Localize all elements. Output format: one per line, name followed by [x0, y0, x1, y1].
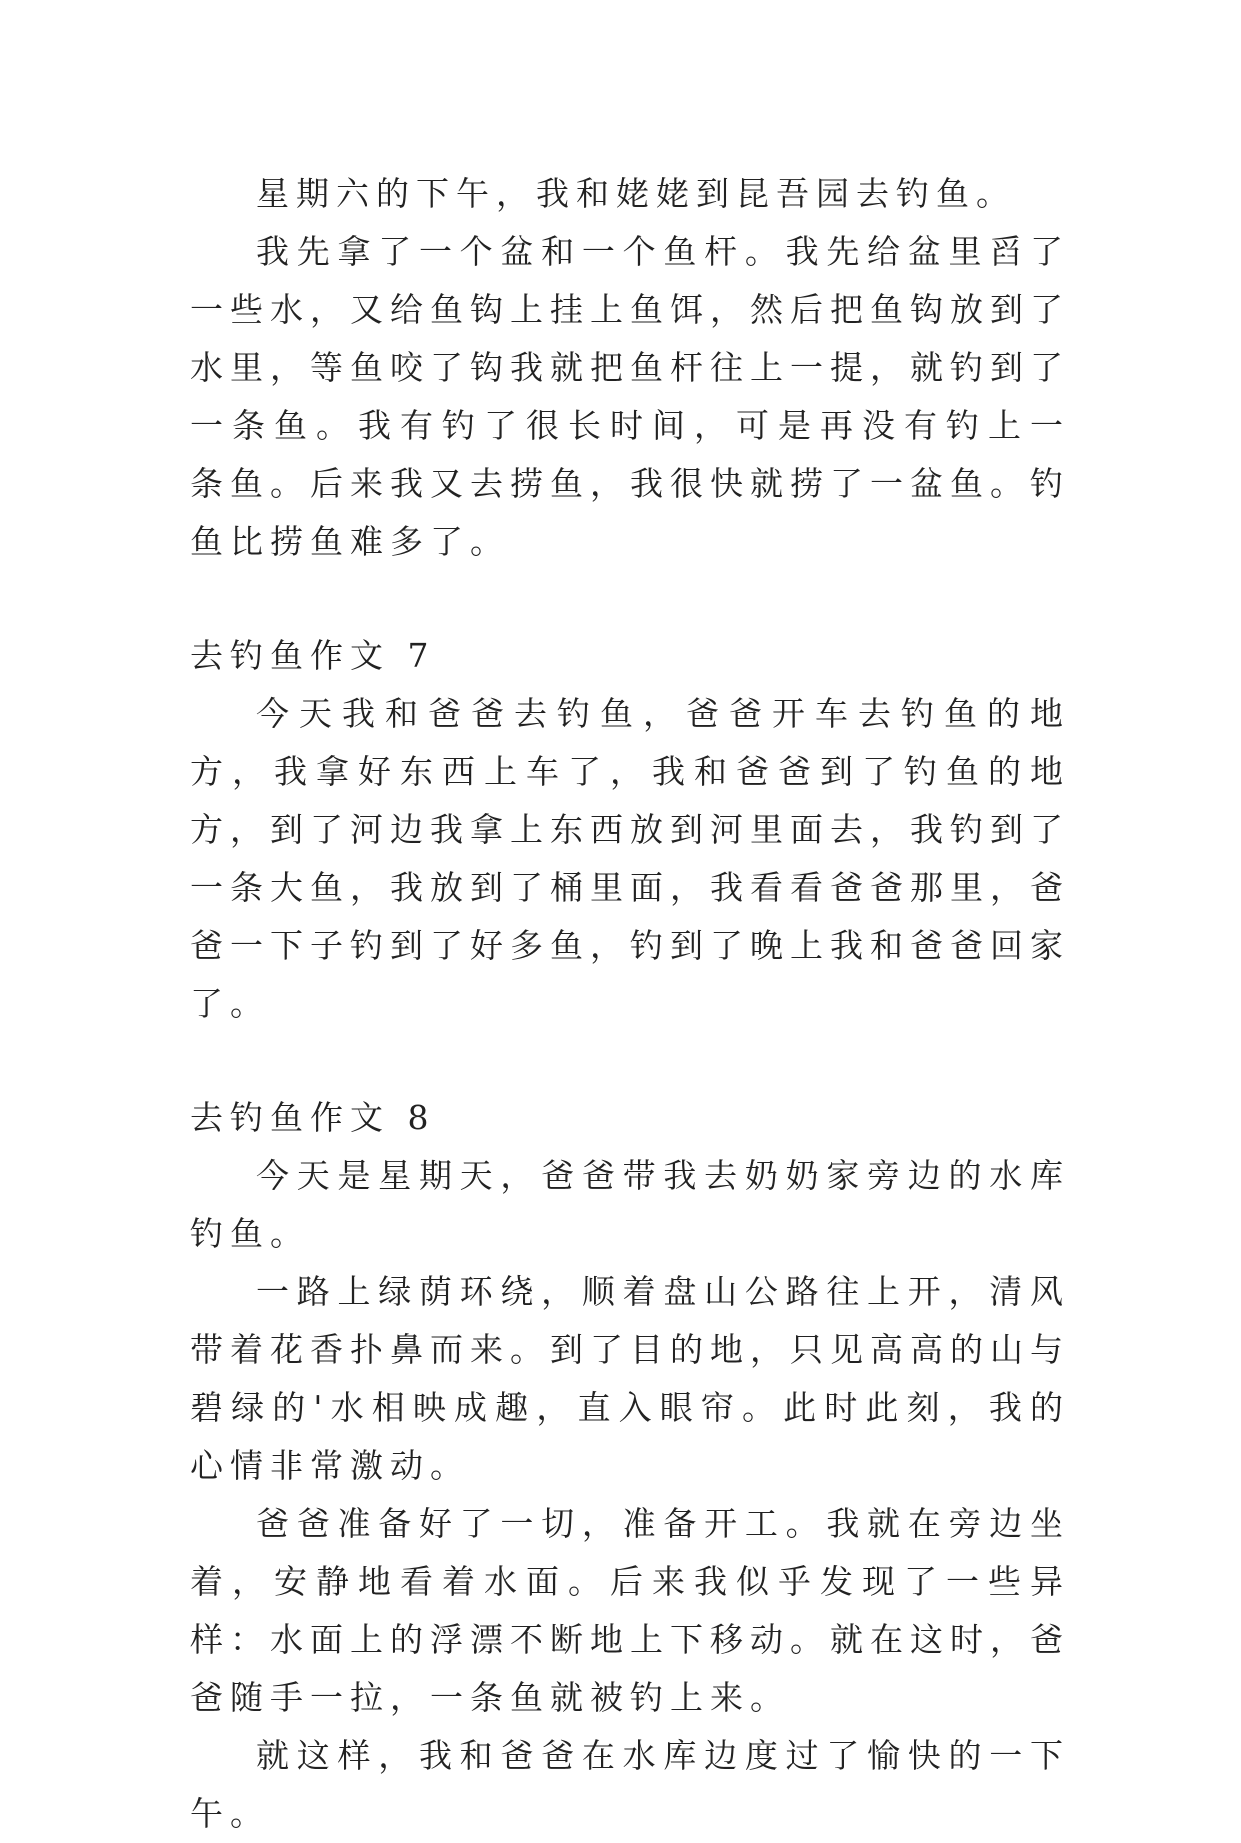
- paragraph: 今天是星期天，爸爸带我去奶奶家旁边的水库钓鱼。: [190, 1156, 1070, 1253]
- paragraph: 我先拿了一个盆和一个鱼杆。我先给盆里舀了一些水，又给鱼钩上挂上鱼饵，然后把鱼钩放到了水里，等鱼咬了钩我就把鱼杆往上一提，就钓到了一条鱼。我有钓了很长时间，可是再没有钓上一 条鱼。后来我又去捞鱼，我很快就捞了一盆鱼。钓鱼比捞鱼难多了。: [190, 232, 1110, 561]
- paragraph: 星期六的下午，我和姥姥到昆吾园去钓鱼。: [256, 174, 1016, 213]
- section-title: 去钓鱼作文 8: [190, 1098, 436, 1137]
- paragraph: 爸爸准备好了一切，准备开工。我就在旁边坐着，安静地看着水面。后来我似乎发现了一些异样：水面上的浮漂不断地上下移动。就在这时，爸爸随手一拉，一条鱼就被钓上来。: [190, 1504, 1070, 1717]
- document-body: [190, 165, 1110, 1843]
- section-spacer: [190, 1033, 1070, 1089]
- section-spacer: [190, 571, 1070, 627]
- section-title: 去钓鱼作文 7: [190, 636, 436, 675]
- paragraph: 一路上绿荫环绕，顺着盘山公路往上开，清风带着花香扑鼻而来。到了目的地，只见高高的山与碧绿的'水相映成趣，直入眼帘。此时此刻，我的心情非常激动。: [190, 1272, 1070, 1485]
- section-1: [190, 165, 1110, 571]
- paragraph: 就这样，我和爸爸在水库边度过了愉快的一下午。: [190, 1736, 1070, 1833]
- paragraph: 今天我和爸爸去钓鱼，爸爸开车去钓鱼的地方，我拿好东西上车了，我和爸爸到了钓鱼的地方，到了河边我拿上东西放到河里面去，我钓到了一条大鱼，我放到了桶里面，我看看爸爸那里，爸爸一下子钓到了好多鱼，钓到了晚上我和爸爸回家了。: [190, 694, 1070, 1023]
- section-8: [190, 1089, 1070, 1843]
- section-7: [190, 627, 1070, 1033]
